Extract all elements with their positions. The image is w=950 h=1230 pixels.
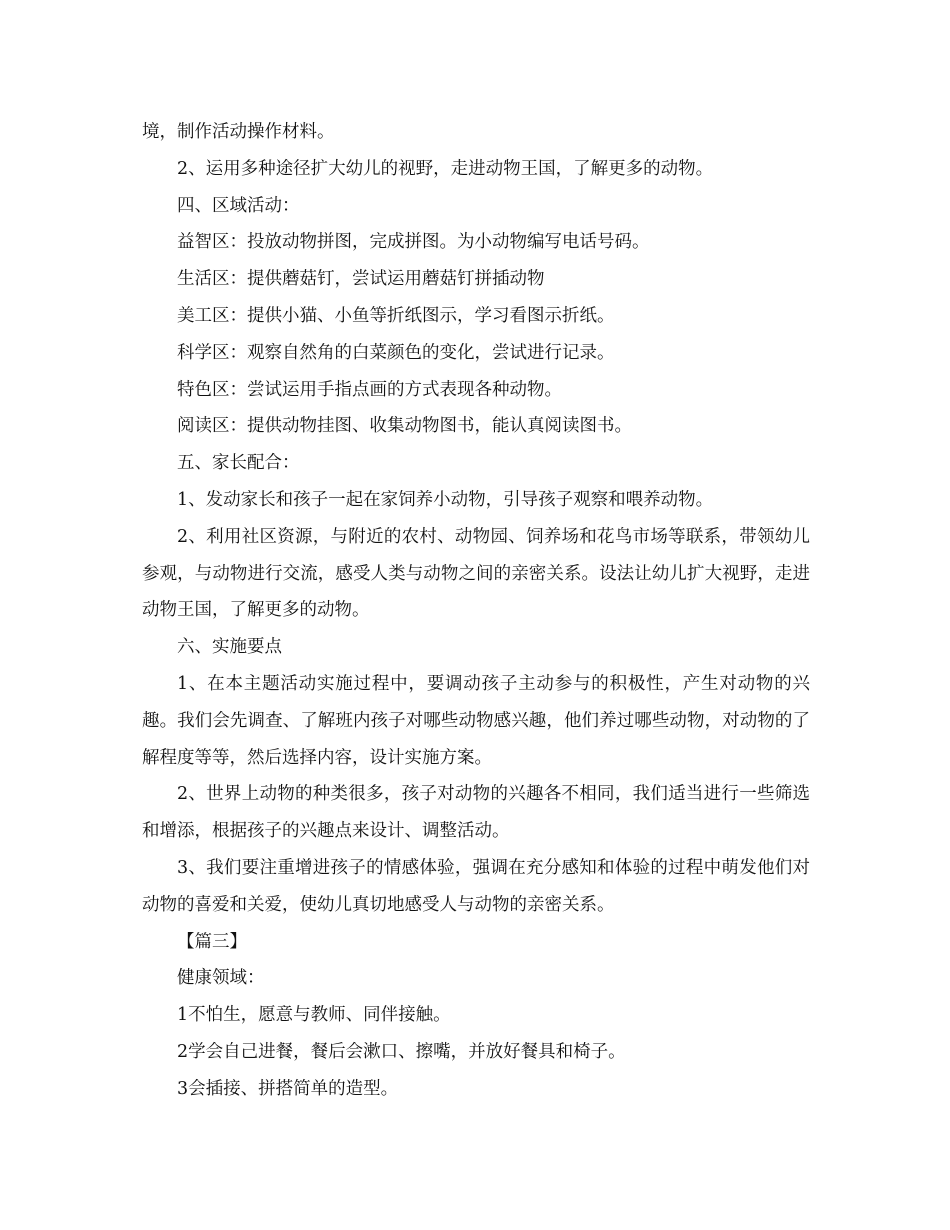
paragraph-feature-area: 特色区：尝试运用手指点画的方式表现各种动物。 [177, 379, 562, 400]
paragraph-health-item-1: 1不怕生，愿意与教师、同伴接触。 [177, 1005, 451, 1026]
section-heading-part-three: 【篇三】 [177, 931, 247, 952]
paragraph-implementation-item-1: 1、在本主题活动实施过程中，要调动孩子主动参与的积极性，产生对动物的兴趣。我们会先调查、了解班内孩子对哪些动物感兴趣，他们养过哪些动物，对动物的了解程度等等，然后选择内容，设计实施方案。 [142, 673, 810, 768]
paragraph-continuation: 境，制作活动操作材料。 [142, 122, 335, 142]
paragraph-science-area: 科学区：观察自然角的白菜颜色的变化，尝试进行记录。 [177, 342, 615, 363]
document-body [142, 114, 810, 1108]
paragraph-implementation-item-3: 3、我们要注重增进孩子的情感体验，强调在充分感知和体验的过程中萌发他们对动物的喜爱和关爱，使幼儿真切地感受人与动物的亲密关系。 [142, 857, 810, 915]
paragraph-parent-item-2: 2、利用社区资源，与附近的农村、动物园、饲养场和花鸟市场等联系，带领幼儿参观，与动物进行交流，感受人类与动物之间的亲密关系。设法让幼儿扩大视野，走进动物王国，了解更多的动物。 [142, 526, 810, 621]
paragraph-art-area: 美工区：提供小猫、小鱼等折纸图示，学习看图示折纸。 [177, 305, 615, 326]
paragraph-reading-area: 阅读区：提供动物挂图、收集动物图书，能认真阅读图书。 [177, 416, 632, 437]
paragraph-puzzle-area: 益智区：投放动物拼图，完成拼图。为小动物编写电话号码。 [177, 232, 650, 253]
paragraph-list-item-2-expand-horizons: 2、运用多种途径扩大幼儿的视野，走进动物王国，了解更多的动物。 [177, 158, 714, 179]
paragraph-health-item-3: 3会插接、拼搭简单的造型。 [177, 1078, 399, 1099]
paragraph-life-area: 生活区：提供蘑菇钉，尝试运用蘑菇钉拼插动物 [177, 269, 545, 290]
section-heading-area-activities: 四、区域活动： [177, 195, 300, 216]
subheading-health-domain: 健康领域： [177, 968, 265, 989]
section-heading-implementation-points: 六、实施要点 [177, 637, 282, 658]
paragraph-health-item-2: 2学会自己进餐，餐后会漱口、擦嘴，并放好餐具和椅子。 [177, 1041, 626, 1062]
paragraph-implementation-item-2: 2、世界上动物的种类很多，孩子对动物的兴趣各不相同，我们适当进行一些筛选和增添，根据孩子的兴趣点来设计、调整活动。 [142, 784, 810, 842]
section-heading-parent-cooperation: 五、家长配合： [177, 453, 300, 474]
paragraph-parent-item-1: 1、发动家长和孩子一起在家饲养小动物，引导孩子观察和喂养动物。 [177, 489, 714, 510]
